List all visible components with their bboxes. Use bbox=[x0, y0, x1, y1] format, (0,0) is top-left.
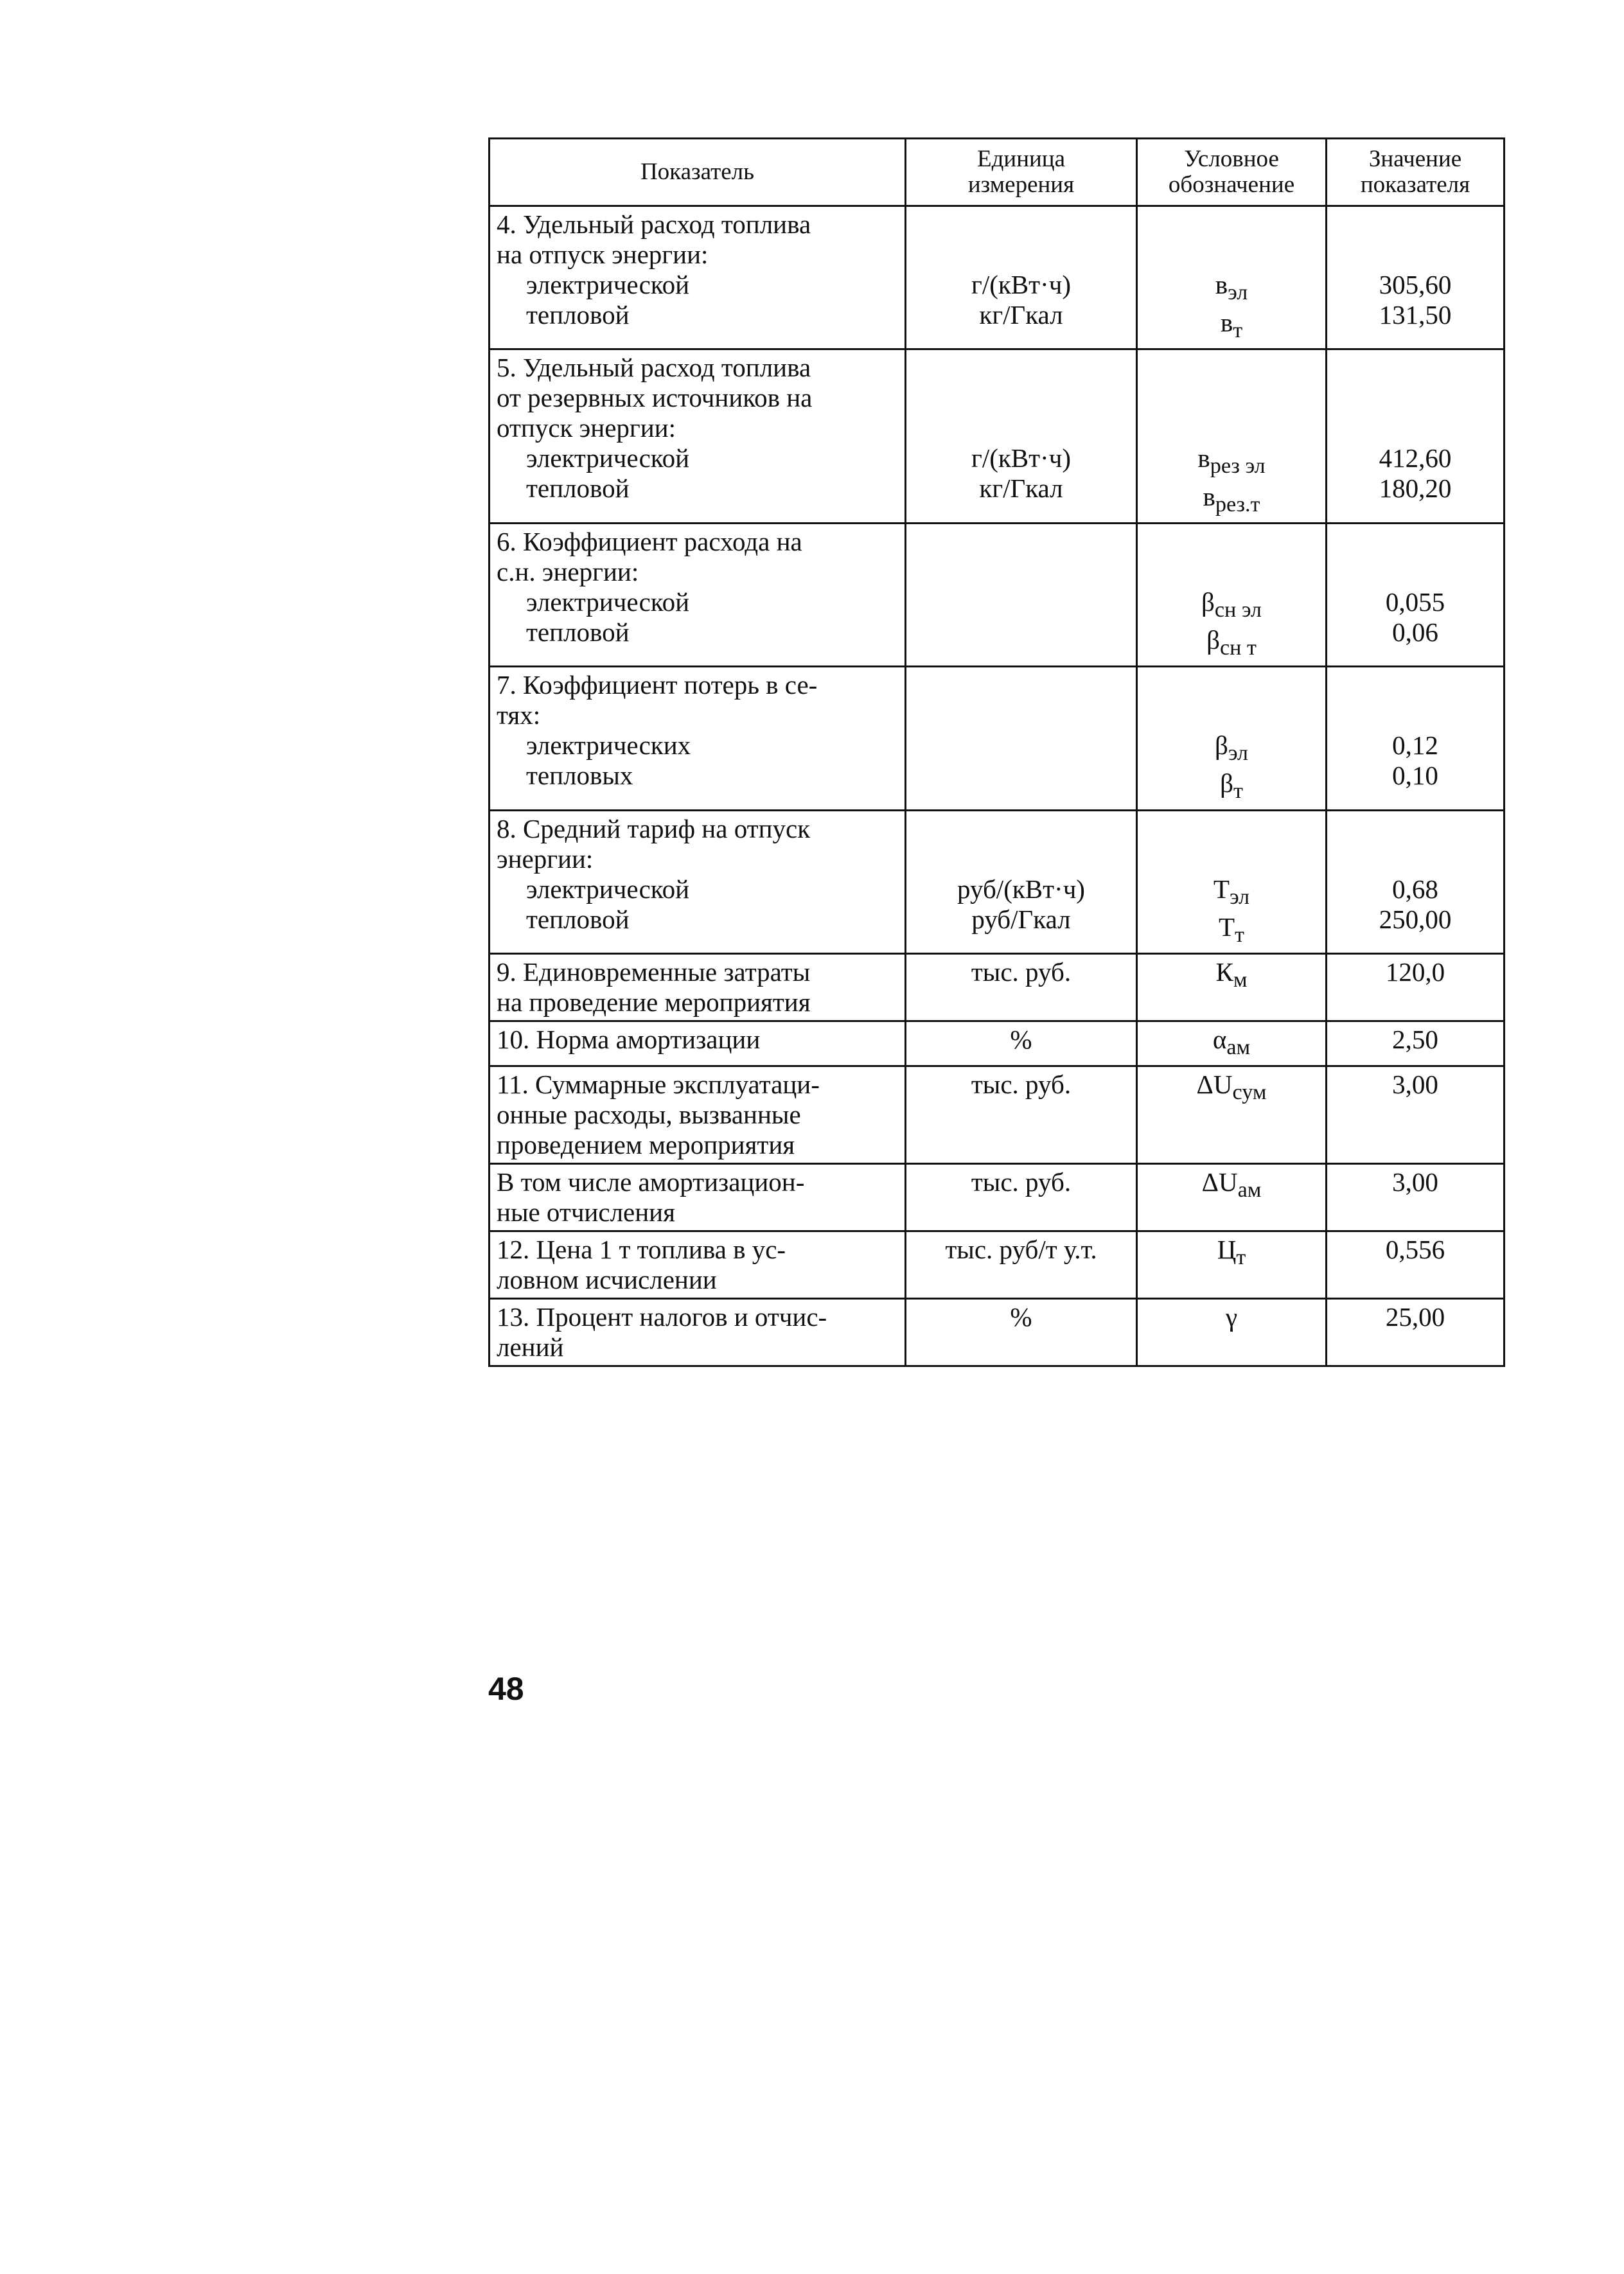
value-cell bbox=[1327, 1231, 1505, 1299]
spacer-line bbox=[913, 209, 1129, 240]
value-text: 0,68 bbox=[1392, 874, 1438, 904]
unit-text: % bbox=[1010, 1024, 1032, 1054]
symbol: в bbox=[1220, 308, 1233, 338]
unit-cell bbox=[906, 523, 1137, 666]
symbol: β bbox=[1206, 624, 1220, 655]
value-text: 305,60 bbox=[1379, 270, 1452, 299]
symbol: К bbox=[1215, 956, 1233, 987]
symbol-wrap bbox=[1144, 1025, 1319, 1062]
value-text: 412,60 bbox=[1379, 443, 1452, 473]
indicator-text-line: В том числе амортизацион- bbox=[497, 1167, 805, 1197]
indicator-title-line: на отпуск энергии: bbox=[497, 240, 709, 269]
indicator-cell bbox=[490, 523, 906, 666]
indicator-text-line: 10. Норма амортизации bbox=[497, 1024, 761, 1054]
symbol: Ц bbox=[1217, 1235, 1237, 1265]
indicator-text-line: 11. Суммарные эксплуатаци- bbox=[497, 1070, 820, 1100]
spacer-line bbox=[1334, 240, 1497, 270]
unit-cell bbox=[906, 1299, 1137, 1366]
unit-cell bbox=[906, 1021, 1137, 1066]
indicator-sub-item: тепловой bbox=[526, 473, 630, 504]
indicator-sub-item: тепловой bbox=[526, 617, 630, 647]
symbol-cell bbox=[1137, 1021, 1327, 1066]
symbol-wrap bbox=[1144, 1235, 1319, 1273]
value-cell bbox=[1327, 1021, 1505, 1066]
spacer-line bbox=[1144, 209, 1319, 240]
spacer-line bbox=[1144, 240, 1319, 270]
table-row bbox=[490, 1164, 1505, 1231]
symbol-subscript: рез.т bbox=[1215, 492, 1260, 516]
spacer-line bbox=[1144, 814, 1319, 844]
indicator-text-line: проведением мероприятия bbox=[497, 1130, 795, 1160]
indicator-sub-item: тепловой bbox=[526, 904, 630, 934]
spacer-line bbox=[1144, 413, 1319, 443]
spacer-line bbox=[913, 527, 1129, 557]
symbol-wrap bbox=[1144, 874, 1319, 912]
table-row bbox=[490, 523, 1505, 666]
header-unit bbox=[906, 139, 1137, 206]
header-symbol-line: Условное bbox=[1184, 146, 1279, 172]
unit-text: г/(кВт·ч) bbox=[971, 270, 1071, 299]
header-symbol-line: обозначение bbox=[1168, 172, 1295, 198]
indicator-title-line: отпуск энергии: bbox=[497, 413, 676, 443]
symbol-cell bbox=[1137, 810, 1327, 953]
symbol-cell bbox=[1137, 523, 1327, 666]
value-text: 0,12 bbox=[1392, 730, 1438, 761]
unit-cell bbox=[906, 1066, 1137, 1164]
indicator-title-line: от резервных источников на bbox=[497, 383, 813, 413]
spacer-line bbox=[1144, 700, 1319, 730]
indicator-sub-item: электрической bbox=[526, 443, 690, 473]
header-symbol bbox=[1137, 139, 1327, 206]
spacer-line bbox=[1334, 527, 1497, 557]
spacer-line bbox=[1144, 383, 1319, 413]
spacer-line bbox=[913, 814, 1129, 844]
indicator-sub-item: электрических bbox=[526, 730, 691, 761]
unit-text: тыс. руб/т у.т. bbox=[945, 1235, 1097, 1265]
indicator-text-line: 12. Цена 1 т топлива в ус- bbox=[497, 1235, 786, 1265]
indicator-text-line: лений bbox=[497, 1332, 564, 1362]
unit-cell bbox=[906, 667, 1137, 810]
symbol-subscript: сн т bbox=[1219, 636, 1257, 660]
symbol: в bbox=[1203, 481, 1215, 511]
indicator-cell bbox=[490, 1021, 906, 1066]
spacer-line bbox=[913, 383, 1129, 413]
symbol: в bbox=[1197, 443, 1210, 473]
symbol-wrap bbox=[1144, 625, 1319, 663]
unit-text: % bbox=[1010, 1302, 1032, 1332]
value-text: 3,00 bbox=[1392, 1167, 1438, 1197]
header-value-line: показателя bbox=[1360, 172, 1470, 198]
value-text: 25,00 bbox=[1385, 1302, 1445, 1332]
spacer-line bbox=[1334, 700, 1497, 730]
unit-text: руб/Гкал bbox=[971, 904, 1071, 934]
symbol: β bbox=[1220, 768, 1233, 798]
symbol: β bbox=[1201, 586, 1215, 617]
page-number: 48 bbox=[488, 1671, 524, 1707]
spacer-line bbox=[913, 353, 1129, 383]
indicator-cell bbox=[490, 206, 906, 349]
unit-cell bbox=[906, 810, 1137, 953]
spacer-line bbox=[1334, 209, 1497, 240]
spacer-line bbox=[1144, 353, 1319, 383]
symbol-subscript: т bbox=[1236, 1246, 1246, 1270]
symbol: Т bbox=[1219, 912, 1235, 942]
symbol: в bbox=[1215, 270, 1228, 299]
value-cell bbox=[1327, 667, 1505, 810]
value-text: 0,556 bbox=[1385, 1235, 1445, 1265]
unit-cell bbox=[906, 1231, 1137, 1299]
symbol-wrap bbox=[1144, 1070, 1319, 1107]
value-cell bbox=[1327, 810, 1505, 953]
unit-text: тыс. руб. bbox=[971, 956, 1072, 987]
unit-cell bbox=[906, 349, 1137, 523]
value-text: 180,20 bbox=[1379, 473, 1452, 504]
table-header-row bbox=[490, 139, 1505, 206]
indicator-title-line: 6. Коэффициент расхода на bbox=[497, 526, 802, 556]
value-text: 131,50 bbox=[1379, 300, 1452, 330]
indicator-text-line: онные расходы, вызванные bbox=[497, 1100, 801, 1130]
table-row bbox=[490, 349, 1505, 523]
indicator-sub-item: электрической bbox=[526, 586, 690, 617]
value-cell bbox=[1327, 523, 1505, 666]
symbol-wrap bbox=[1144, 587, 1319, 625]
symbol-wrap bbox=[1144, 1167, 1319, 1205]
indicator-cell bbox=[490, 349, 906, 523]
indicator-cell bbox=[490, 1299, 906, 1366]
unit-text: г/(кВт·ч) bbox=[971, 443, 1071, 473]
symbol-subscript: ам bbox=[1226, 1036, 1251, 1060]
spacer-line bbox=[1334, 670, 1497, 700]
indicator-sub-item: электрической bbox=[526, 874, 690, 904]
symbol-subscript: эл bbox=[1228, 281, 1248, 305]
symbol-subscript: ам bbox=[1237, 1178, 1262, 1203]
indicators-table bbox=[488, 137, 1505, 1367]
symbol-wrap bbox=[1144, 957, 1319, 995]
value-text: 2,50 bbox=[1392, 1024, 1438, 1054]
indicator-cell bbox=[490, 953, 906, 1021]
spacer-line bbox=[1144, 670, 1319, 700]
symbol-cell bbox=[1137, 1299, 1327, 1366]
unit-text: руб/(кВт·ч) bbox=[957, 874, 1085, 904]
symbol: ΔU bbox=[1196, 1070, 1233, 1100]
header-unit-line: измерения bbox=[967, 172, 1075, 198]
header-indicator: Показатель bbox=[490, 139, 906, 206]
indicator-cell bbox=[490, 667, 906, 810]
symbol-cell bbox=[1137, 1066, 1327, 1164]
spacer-line bbox=[1334, 413, 1497, 443]
indicator-title-line: 7. Коэффициент потерь в се- bbox=[497, 670, 818, 700]
indicator-sub-item: тепловых bbox=[526, 761, 633, 791]
spacer-line bbox=[1334, 557, 1497, 587]
value-text: 3,00 bbox=[1392, 1070, 1438, 1100]
value-cell bbox=[1327, 1299, 1505, 1366]
indicator-sub-item: тепловой bbox=[526, 300, 630, 330]
value-text: 0,06 bbox=[1392, 617, 1438, 647]
symbol-subscript: м bbox=[1233, 968, 1248, 992]
symbol-wrap bbox=[1144, 308, 1319, 346]
symbol-wrap bbox=[1144, 270, 1319, 308]
indicator-title-line: с.н. энергии: bbox=[497, 556, 639, 586]
indicator-title-line: 8. Средний тариф на отпуск bbox=[497, 813, 811, 843]
spacer-line bbox=[913, 844, 1129, 874]
unit-text: тыс. руб. bbox=[971, 1167, 1072, 1197]
indicator-text-line: на проведение мероприятия bbox=[497, 987, 811, 1017]
value-cell bbox=[1327, 953, 1505, 1021]
page-sheet bbox=[488, 137, 1503, 1367]
value-cell bbox=[1327, 206, 1505, 349]
value-text: 0,055 bbox=[1385, 586, 1445, 617]
symbol: Т bbox=[1213, 874, 1230, 904]
spacer-line bbox=[913, 413, 1129, 443]
symbol-cell bbox=[1137, 953, 1327, 1021]
unit-text: кг/Гкал bbox=[979, 473, 1063, 504]
symbol-subscript: рез эл bbox=[1210, 454, 1266, 479]
table-row bbox=[490, 667, 1505, 810]
spacer-line bbox=[1334, 353, 1497, 383]
symbol-subscript: сум bbox=[1232, 1080, 1267, 1105]
symbol-wrap bbox=[1144, 730, 1319, 768]
table-row bbox=[490, 1231, 1505, 1299]
table-row bbox=[490, 206, 1505, 349]
header-value-line: Значение bbox=[1368, 146, 1462, 172]
indicator-title-line: энергии: bbox=[497, 843, 594, 874]
symbol-cell bbox=[1137, 206, 1327, 349]
symbol-subscript: эл bbox=[1228, 741, 1248, 766]
indicator-title-line: тях: bbox=[497, 700, 541, 730]
value-text: 0,10 bbox=[1392, 761, 1438, 791]
value-cell bbox=[1327, 1066, 1505, 1164]
symbol: β bbox=[1215, 730, 1228, 761]
symbol-cell bbox=[1137, 1231, 1327, 1299]
unit-cell bbox=[906, 206, 1137, 349]
value-text: 250,00 bbox=[1379, 904, 1452, 934]
indicator-title-line: 5. Удельный расход топлива bbox=[497, 353, 811, 383]
header-unit-line: Единица bbox=[976, 146, 1066, 172]
table-row bbox=[490, 1021, 1505, 1066]
symbol: ΔU bbox=[1201, 1167, 1238, 1197]
spacer-line bbox=[1334, 383, 1497, 413]
symbol-cell bbox=[1137, 667, 1327, 810]
value-text: 120,0 bbox=[1385, 956, 1445, 987]
symbol: γ bbox=[1225, 1302, 1238, 1332]
unit-cell bbox=[906, 1164, 1137, 1231]
value-cell bbox=[1327, 1164, 1505, 1231]
symbol-cell bbox=[1137, 349, 1327, 523]
indicator-cell bbox=[490, 1164, 906, 1231]
symbol-subscript: эл bbox=[1229, 885, 1250, 909]
indicator-title-line: 4. Удельный расход топлива bbox=[497, 209, 811, 239]
symbol-subscript: сн эл bbox=[1214, 597, 1262, 622]
symbol-subscript: т bbox=[1235, 922, 1244, 947]
unit-text: тыс. руб. bbox=[971, 1070, 1072, 1100]
table-row bbox=[490, 953, 1505, 1021]
symbol-wrap bbox=[1144, 768, 1319, 806]
symbol-wrap bbox=[1144, 443, 1319, 481]
indicator-text-line: 9. Единовременные затраты bbox=[497, 956, 811, 987]
table-row bbox=[490, 810, 1505, 953]
symbol: α bbox=[1212, 1024, 1227, 1054]
symbol-cell bbox=[1137, 1164, 1327, 1231]
indicator-text-line: ловном исчислении bbox=[497, 1265, 717, 1295]
indicator-cell bbox=[490, 1231, 906, 1299]
table-row bbox=[490, 1299, 1505, 1366]
spacer-line bbox=[913, 240, 1129, 270]
spacer-line bbox=[1334, 844, 1497, 874]
symbol-wrap bbox=[1144, 1302, 1319, 1340]
value-cell bbox=[1327, 349, 1505, 523]
header-value bbox=[1327, 139, 1505, 206]
spacer-line bbox=[913, 557, 1129, 587]
indicator-sub-item: электрической bbox=[526, 270, 690, 299]
symbol-wrap bbox=[1144, 912, 1319, 950]
symbol-wrap bbox=[1144, 482, 1319, 520]
indicator-text-line: ные отчисления bbox=[497, 1197, 675, 1228]
symbol-subscript: т bbox=[1233, 779, 1243, 804]
spacer-line bbox=[1144, 844, 1319, 874]
indicator-text-line: 13. Процент налогов и отчис- bbox=[497, 1302, 827, 1332]
spacer-line bbox=[913, 670, 1129, 700]
spacer-line bbox=[1144, 527, 1319, 557]
indicator-cell bbox=[490, 1066, 906, 1164]
unit-cell bbox=[906, 953, 1137, 1021]
indicator-cell bbox=[490, 810, 906, 953]
symbol-subscript: т bbox=[1233, 319, 1243, 343]
spacer-line bbox=[913, 700, 1129, 730]
spacer-line bbox=[1334, 814, 1497, 844]
spacer-line bbox=[1144, 557, 1319, 587]
table-row bbox=[490, 1066, 1505, 1164]
unit-text: кг/Гкал bbox=[979, 300, 1063, 330]
